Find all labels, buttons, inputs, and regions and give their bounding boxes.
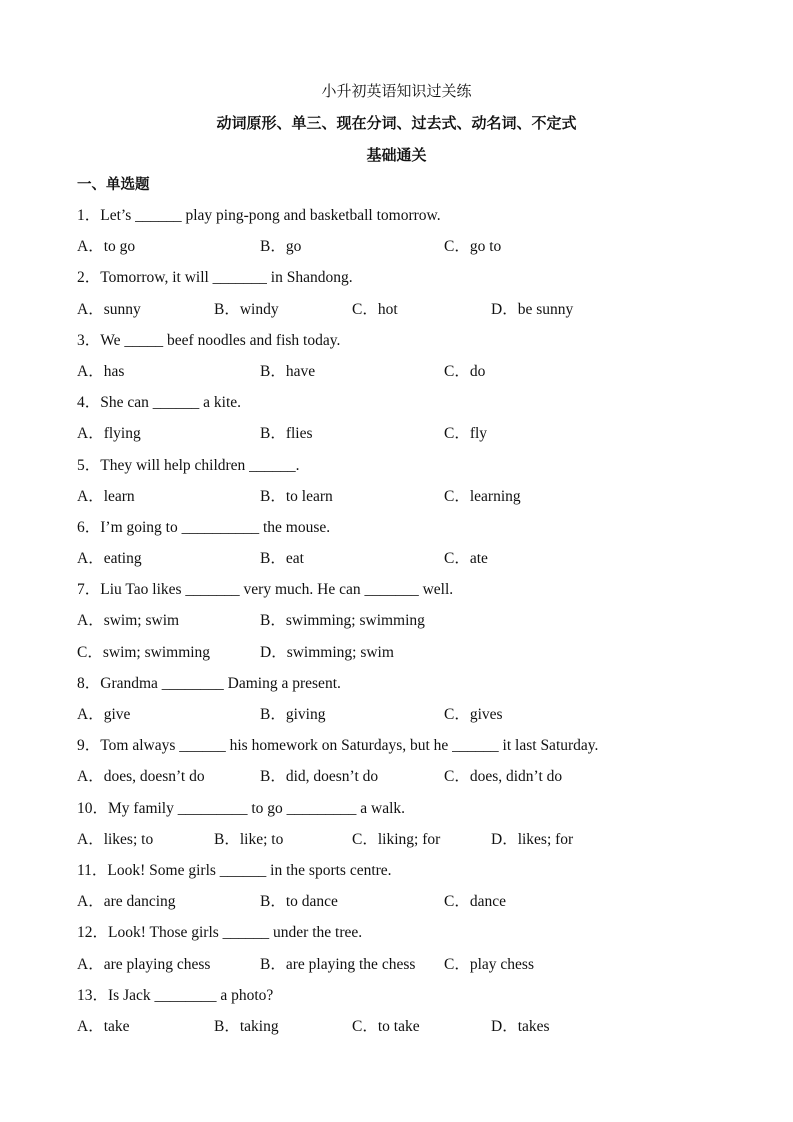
options-row (77, 830, 757, 861)
question-stem: 1．Let’s ______ play ping-pong and basketball tomorrow. (77, 207, 441, 224)
options-row (77, 955, 757, 986)
answer-option: B．like; to (214, 830, 284, 848)
options-row (77, 1017, 757, 1048)
answer-option: C．swim; swimming (77, 643, 211, 661)
question-stem: 12．Look! Those girls ______ under the tree. (77, 924, 363, 942)
question-stem: 6．I’m going to __________ the mouse. (77, 518, 331, 536)
worksheet-subtitle: 动词原形、单三、现在分词、过去式、动名词、不定式 (216, 114, 577, 132)
question-list (77, 206, 757, 1048)
options-row (77, 767, 757, 798)
answer-option: C．to take (352, 1017, 420, 1035)
answer-option: C．gives (444, 706, 503, 723)
question-stem: 5．They will help children ______. (77, 456, 300, 474)
answer-option: A．swim; swim (77, 612, 180, 630)
answer-option: A．has (77, 362, 125, 380)
options-row (77, 424, 757, 455)
question-stem: 3．We _____ beef noodles and fish today. (77, 331, 341, 349)
options-row (77, 487, 757, 518)
question-stem: 11．Look! Some girls ______ in the sports centre. (77, 861, 392, 879)
answer-option: B．swimming; swimming (260, 612, 425, 630)
options-row (77, 300, 757, 331)
question-stem: 2．Tomorrow, it will _______ in Shandong. (77, 269, 353, 287)
answer-option: C．hot (352, 300, 398, 318)
answer-option: A．are playing chess (77, 955, 211, 973)
question-stem: 9．Tom always ______ his homework on Saturdays, but he ______ it last Saturday. (77, 737, 599, 755)
section-heading: 一、单选题 (77, 177, 150, 193)
answer-option: C．fly (444, 425, 488, 443)
answer-option: C．learning (444, 487, 521, 505)
answer-option: A．to go (77, 238, 136, 256)
answer-option: D．be sunny (491, 300, 574, 318)
options-row (77, 611, 757, 642)
answer-option: D．takes (491, 1017, 550, 1035)
answer-option: A．learn (77, 487, 135, 505)
options-row (77, 705, 757, 736)
answer-option: C．play chess (444, 955, 534, 973)
answer-option: B．have (260, 362, 316, 380)
answer-option: B．giving (260, 706, 326, 723)
answer-option: B．to learn (260, 487, 333, 505)
worksheet-title: 小升初英语知识过关练 (321, 82, 472, 100)
question-stem: 4．She can ______ a kite. (77, 394, 242, 412)
options-row (77, 237, 757, 268)
answer-option: C．dance (444, 893, 506, 911)
answer-option: A．does, doesn’t do (77, 768, 205, 786)
question-stem: 10．My family _________ to go _________ a walk. (77, 799, 406, 817)
answer-option: B．did, doesn’t do (260, 768, 379, 786)
answer-option: A．eating (77, 550, 142, 568)
options-row (77, 549, 757, 580)
answer-option: C．ate (444, 550, 488, 568)
answer-option: A．likes; to (77, 830, 154, 848)
answer-option: B．are playing the chess (260, 955, 416, 973)
answer-option: B．taking (214, 1017, 279, 1035)
answer-option: B．windy (214, 300, 279, 318)
answer-option: B．go (260, 238, 302, 256)
options-row (77, 643, 757, 674)
options-row (77, 892, 757, 923)
worksheet-level: 基础通关 (366, 146, 427, 164)
question-stem: 13．Is Jack ________ a photo? (77, 986, 274, 1004)
answer-option: A．give (77, 706, 131, 723)
answer-option: D．likes; for (491, 830, 574, 848)
answer-option: A．take (77, 1017, 130, 1035)
answer-option: D．swimming; swim (260, 643, 394, 661)
answer-option: A．flying (77, 425, 141, 443)
question-stem: 7．Liu Tao likes _______ very much. He can _______ well. (77, 581, 454, 599)
answer-option: B．to dance (260, 893, 338, 911)
answer-option: B．eat (260, 550, 304, 568)
answer-option: B．flies (260, 425, 313, 443)
answer-option: C．do (444, 362, 486, 380)
answer-option: A．sunny (77, 300, 141, 318)
answer-option: C．does, didn’t do (444, 768, 563, 786)
options-row (77, 362, 757, 393)
answer-option: C．go to (444, 238, 502, 256)
answer-option: C．liking; for (352, 830, 441, 848)
answer-option: A．are dancing (77, 893, 176, 911)
question-stem: 8．Grandma ________ Daming a present. (77, 674, 341, 692)
